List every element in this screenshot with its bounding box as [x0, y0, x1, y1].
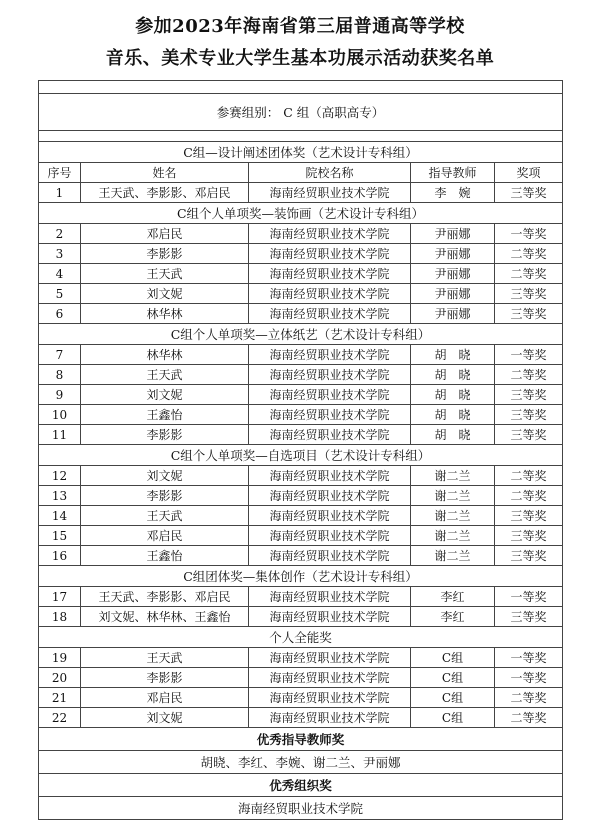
cell-index: 2 [39, 224, 81, 244]
section-title-row [39, 627, 563, 648]
cell-award: 三等奖 [495, 607, 563, 627]
cell-index: 5 [39, 284, 81, 304]
table-row [39, 264, 563, 284]
cell-award: 一等奖 [495, 668, 563, 688]
section-title-row [39, 445, 563, 466]
header-school: 院校名称 [249, 163, 411, 183]
teacher-award-names: 胡晓、李红、李婉、谢二兰、尹丽娜 [39, 751, 563, 774]
cell-name: 王鑫怡 [81, 546, 249, 566]
cell-award: 三等奖 [495, 304, 563, 324]
section-title-row [39, 324, 563, 345]
cell-award: 一等奖 [495, 587, 563, 607]
cell-teacher: C组 [411, 688, 495, 708]
table-row [39, 405, 563, 425]
cell-school: 海南经贸职业技术学院 [249, 264, 411, 284]
cell-name: 刘文妮 [81, 466, 249, 486]
cell-award: 二等奖 [495, 466, 563, 486]
cell-teacher: 谢二兰 [411, 506, 495, 526]
cell-name: 李影影 [81, 486, 249, 506]
cell-index: 13 [39, 486, 81, 506]
spacer-row [39, 81, 563, 94]
header-index: 序号 [39, 163, 81, 183]
table-row [39, 607, 563, 627]
section-title: C组个人单项奖—立体纸艺（艺术设计专科组） [39, 324, 563, 345]
cell-school: 海南经贸职业技术学院 [249, 183, 411, 203]
cell-award: 一等奖 [495, 345, 563, 365]
cell-school: 海南经贸职业技术学院 [249, 345, 411, 365]
table-row [39, 506, 563, 526]
cell-school: 海南经贸职业技术学院 [249, 587, 411, 607]
section-title-row [39, 142, 563, 163]
cell-award: 三等奖 [495, 526, 563, 546]
cell-school: 海南经贸职业技术学院 [249, 668, 411, 688]
cell-teacher: 胡 晓 [411, 385, 495, 405]
cell-name: 林华林 [81, 304, 249, 324]
cell-name: 王天武 [81, 264, 249, 284]
table-row [39, 284, 563, 304]
cell-name: 李影影 [81, 668, 249, 688]
header-name: 姓名 [81, 163, 249, 183]
table-row [39, 486, 563, 506]
table-row [39, 546, 563, 566]
cell-school: 海南经贸职业技术学院 [249, 648, 411, 668]
section-title-row [39, 566, 563, 587]
cell-teacher: 谢二兰 [411, 546, 495, 566]
table-row [39, 425, 563, 445]
cell-name: 王鑫怡 [81, 405, 249, 425]
table-row [39, 385, 563, 405]
cell-teacher: 尹丽娜 [411, 264, 495, 284]
cell-teacher: 尹丽娜 [411, 284, 495, 304]
cell-school: 海南经贸职业技术学院 [249, 466, 411, 486]
cell-index: 17 [39, 587, 81, 607]
cell-teacher: 胡 晓 [411, 425, 495, 445]
cell-school: 海南经贸职业技术学院 [249, 385, 411, 405]
cell-index: 20 [39, 668, 81, 688]
cell-award: 一等奖 [495, 224, 563, 244]
cell-name: 王天武 [81, 648, 249, 668]
cell-name: 刘文妮 [81, 708, 249, 728]
cell-award: 三等奖 [495, 506, 563, 526]
cell-index: 8 [39, 365, 81, 385]
section-title: C组团体奖—集体创作（艺术设计专科组） [39, 566, 563, 587]
cell-teacher: 尹丽娜 [411, 224, 495, 244]
cell-teacher: 谢二兰 [411, 486, 495, 506]
cell-index: 12 [39, 466, 81, 486]
table-row [39, 587, 563, 607]
cell-school: 海南经贸职业技术学院 [249, 607, 411, 627]
org-award-name-row [39, 797, 563, 820]
cell-teacher: 胡 晓 [411, 405, 495, 425]
cell-name: 刘文妮 [81, 284, 249, 304]
teacher-award-title-row [39, 728, 563, 751]
cell-index: 3 [39, 244, 81, 264]
cell-index: 16 [39, 546, 81, 566]
cell-school: 海南经贸职业技术学院 [249, 365, 411, 385]
org-award-name: 海南经贸职业技术学院 [39, 797, 563, 820]
cell-award: 二等奖 [495, 688, 563, 708]
cell-school: 海南经贸职业技术学院 [249, 688, 411, 708]
document-title-line-1: 参加2023年海南省第三届普通高等学校 [135, 16, 465, 37]
cell-award: 二等奖 [495, 244, 563, 264]
cell-teacher: 李红 [411, 587, 495, 607]
cell-award: 三等奖 [495, 405, 563, 425]
cell-name: 王天武、李影影、邓启民 [81, 587, 249, 607]
header-row [39, 163, 563, 183]
cell-teacher: C组 [411, 648, 495, 668]
section-title-row [39, 203, 563, 224]
cell-teacher: C组 [411, 668, 495, 688]
spacer-row [39, 131, 563, 142]
cell-index: 10 [39, 405, 81, 425]
document-title-line-2: 音乐、美术专业大学生基本功展示活动获奖名单 [105, 48, 495, 69]
award-table-body [39, 81, 563, 820]
cell-school: 海南经贸职业技术学院 [249, 708, 411, 728]
cell-index: 11 [39, 425, 81, 445]
cell-school: 海南经贸职业技术学院 [249, 546, 411, 566]
group-label: 参赛组别： C 组（高职高专） [39, 94, 563, 131]
table-row [39, 648, 563, 668]
group-row [39, 94, 563, 131]
cell-index: 6 [39, 304, 81, 324]
table-row [39, 668, 563, 688]
cell-school: 海南经贸职业技术学院 [249, 304, 411, 324]
cell-name: 邓启民 [81, 688, 249, 708]
cell-award: 二等奖 [495, 486, 563, 506]
cell-index: 19 [39, 648, 81, 668]
cell-index: 14 [39, 506, 81, 526]
cell-name: 王天武 [81, 506, 249, 526]
cell-award: 三等奖 [495, 183, 563, 203]
cell-award: 一等奖 [495, 648, 563, 668]
org-award-title: 优秀组织奖 [39, 774, 563, 797]
cell-award: 三等奖 [495, 425, 563, 445]
cell-school: 海南经贸职业技术学院 [249, 284, 411, 304]
header-teacher: 指导教师 [411, 163, 495, 183]
cell-school: 海南经贸职业技术学院 [249, 526, 411, 546]
cell-name: 刘文妮、林华林、王鑫怡 [81, 607, 249, 627]
header-award: 奖项 [495, 163, 563, 183]
cell-teacher: 胡 晓 [411, 365, 495, 385]
cell-teacher: 李红 [411, 607, 495, 627]
cell-school: 海南经贸职业技术学院 [249, 506, 411, 526]
cell-name: 邓启民 [81, 526, 249, 546]
cell-teacher: 谢二兰 [411, 526, 495, 546]
teacher-award-title: 优秀指导教师奖 [39, 728, 563, 751]
cell-name: 邓启民 [81, 224, 249, 244]
cell-index: 15 [39, 526, 81, 546]
cell-index: 22 [39, 708, 81, 728]
org-award-title-row [39, 774, 563, 797]
section-title: C组—设计阐述团体奖（艺术设计专科组） [39, 142, 563, 163]
cell-name: 林华林 [81, 345, 249, 365]
cell-name: 李影影 [81, 425, 249, 445]
cell-teacher: 谢二兰 [411, 466, 495, 486]
cell-index: 4 [39, 264, 81, 284]
section-title: C组个人单项奖—自选项目（艺术设计专科组） [39, 445, 563, 466]
cell-award: 三等奖 [495, 385, 563, 405]
cell-award: 三等奖 [495, 546, 563, 566]
section-title: 个人全能奖 [39, 627, 563, 648]
teacher-award-names-row [39, 751, 563, 774]
cell-index: 1 [39, 183, 81, 203]
cell-index: 18 [39, 607, 81, 627]
cell-index: 9 [39, 385, 81, 405]
cell-teacher: 胡 晓 [411, 345, 495, 365]
cell-name: 李影影 [81, 244, 249, 264]
table-row [39, 708, 563, 728]
table-row [39, 526, 563, 546]
table-row [39, 345, 563, 365]
cell-award: 二等奖 [495, 264, 563, 284]
cell-award: 二等奖 [495, 365, 563, 385]
table-row [39, 244, 563, 264]
table-row [39, 688, 563, 708]
cell-name: 王天武、李影影、邓启民 [81, 183, 249, 203]
cell-name: 刘文妮 [81, 385, 249, 405]
cell-school: 海南经贸职业技术学院 [249, 405, 411, 425]
table-row [39, 365, 563, 385]
table-row [39, 183, 563, 203]
cell-school: 海南经贸职业技术学院 [249, 244, 411, 264]
cell-school: 海南经贸职业技术学院 [249, 425, 411, 445]
cell-award: 二等奖 [495, 708, 563, 728]
cell-teacher: 尹丽娜 [411, 304, 495, 324]
cell-school: 海南经贸职业技术学院 [249, 224, 411, 244]
cell-teacher: 李 婉 [411, 183, 495, 203]
cell-index: 7 [39, 345, 81, 365]
section-title: C组个人单项奖—装饰画（艺术设计专科组） [39, 203, 563, 224]
cell-teacher: C组 [411, 708, 495, 728]
table-row [39, 224, 563, 244]
table-row [39, 304, 563, 324]
cell-teacher: 尹丽娜 [411, 244, 495, 264]
cell-name: 王天武 [81, 365, 249, 385]
award-table [38, 80, 563, 820]
cell-school: 海南经贸职业技术学院 [249, 486, 411, 506]
cell-award: 三等奖 [495, 284, 563, 304]
cell-index: 21 [39, 688, 81, 708]
table-row [39, 466, 563, 486]
